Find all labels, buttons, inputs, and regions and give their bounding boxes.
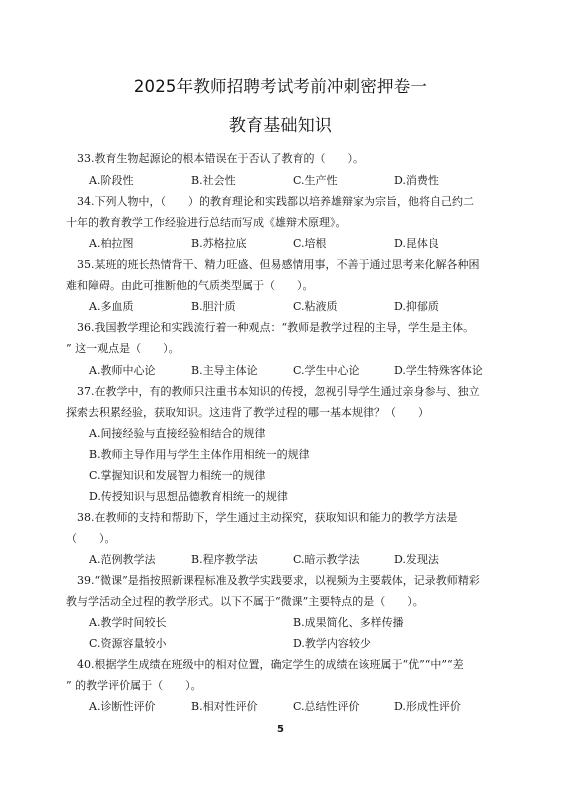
question-33-option-a: A.阶段性 <box>89 174 134 187</box>
question-34-stem: 34.下列人物中，（ ）的教育理论和实践都以培养雄辩家为宗旨，他将自己约二 <box>77 195 474 208</box>
question-33-option-d: D.消费性 <box>394 174 439 187</box>
exam-subtitle: 教育基础知识 <box>228 116 333 136</box>
question-36-option-a: A.教师中心论 <box>89 364 156 377</box>
question-40-option-a: A.诊断性评价 <box>89 700 156 713</box>
question-38-option-b: B.程序教学法 <box>191 553 258 566</box>
question-39-stem: 39.“微课”是指按照新课程标准及教学实践要求，以视频为主要载体，记录教师精彩 <box>77 574 480 587</box>
question-34-option-a: A.柏拉图 <box>89 237 134 250</box>
question-37-stem: 37.在教学中，有的教师只注重书本知识的传授，忽视引导学生通过亲身参与、独立 <box>77 385 480 398</box>
question-38-option-a: A.范例教学法 <box>89 553 156 566</box>
question-35-option-a: A.多血质 <box>89 300 134 313</box>
question-39-option-c: C.资源容量较小 <box>89 637 167 650</box>
question-34-stem-continued: 十年的教育教学工作经验进行总结而写成《雄辩术原理》。 <box>66 216 347 229</box>
question-37-option-a: A.间接经验与直接经验相结合的规律 <box>89 427 266 440</box>
question-39-stem-continued: 教与学活动全过程的教学形式。以下不属于“微课”主要特点的是（ ）。 <box>66 595 424 608</box>
question-35-stem: 35.某班的班长热情背干、精力旺盛、但易感情用事，不善于通过思考来化解各种困 <box>77 258 480 271</box>
question-34-option-b: B.苏格拉底 <box>191 237 247 250</box>
question-33-stem: 33.教育生物起源论的根本错误在于否认了教育的（ ）。 <box>77 152 364 165</box>
question-36-option-d: D.学生特殊客体论 <box>394 364 483 377</box>
question-35-option-d: D.抑郁质 <box>394 300 439 313</box>
question-37-option-d: D.传授知识与思想品德教育相统一的规律 <box>89 490 288 503</box>
question-38-stem: 38.在教师的支持和帮助下，学生通过主动探究，获取知识和能力的教学方法是 <box>77 511 458 524</box>
question-38-option-c: C.暗示教学法 <box>293 553 360 566</box>
question-39-option-a: A.教学时间较长 <box>89 616 167 629</box>
question-36-option-b: B.主导主体论 <box>191 364 258 377</box>
question-40-option-c: C.总结性评价 <box>293 700 360 713</box>
question-40-stem: 40.根据学生成绩在班级中的相对位置，确定学生的成绩在该班属于“优”“中”“差 <box>77 658 464 671</box>
question-36-option-c: C.学生中心论 <box>293 364 360 377</box>
question-40-option-b: B.相对性评价 <box>191 700 258 713</box>
question-36-stem: 36.我国教学理论和实践流行着一种观点：“教师是教学过程的主导，学生是主体。 <box>77 321 475 334</box>
question-33-option-c: C.生产性 <box>293 174 338 187</box>
question-40-stem-continued: ” 的教学评价属于（ ）。 <box>66 679 202 692</box>
question-37-option-c: C.掌握知识和发展智力相统一的规律 <box>89 469 266 482</box>
question-34-option-d: D.昆体良 <box>394 237 439 250</box>
question-39-option-b: B.成果简化、多样传播 <box>293 616 404 629</box>
question-35-stem-continued: 难和障碍。由此可推断他的气质类型属于（ ）。 <box>66 279 314 292</box>
question-38-stem-continued: （ ）。 <box>66 532 116 545</box>
question-37-option-b: B.教师主导作用与学生主体作用相统一的规律 <box>89 448 310 461</box>
exam-title: 2025年教师招聘考试考前冲刺密押卷一 <box>133 77 428 96</box>
question-34-option-c: C.培根 <box>293 237 327 250</box>
question-39-option-d: D.教学内容较少 <box>293 637 371 650</box>
question-36-stem-continued: ” 这一观点是（ ）。 <box>66 342 180 355</box>
page-number: 5 <box>277 724 284 735</box>
question-37-stem-continued: 探索去积累经验，获取知识。这违背了教学过程的哪一基本规律？（ ） <box>66 406 429 419</box>
question-33-option-b: B.社会性 <box>191 174 236 187</box>
question-35-option-c: C.粘液质 <box>293 300 338 313</box>
question-40-option-d: D.形成性评价 <box>394 700 461 713</box>
question-35-option-b: B.胆汁质 <box>191 300 236 313</box>
question-38-option-d: D.发现法 <box>394 553 439 566</box>
